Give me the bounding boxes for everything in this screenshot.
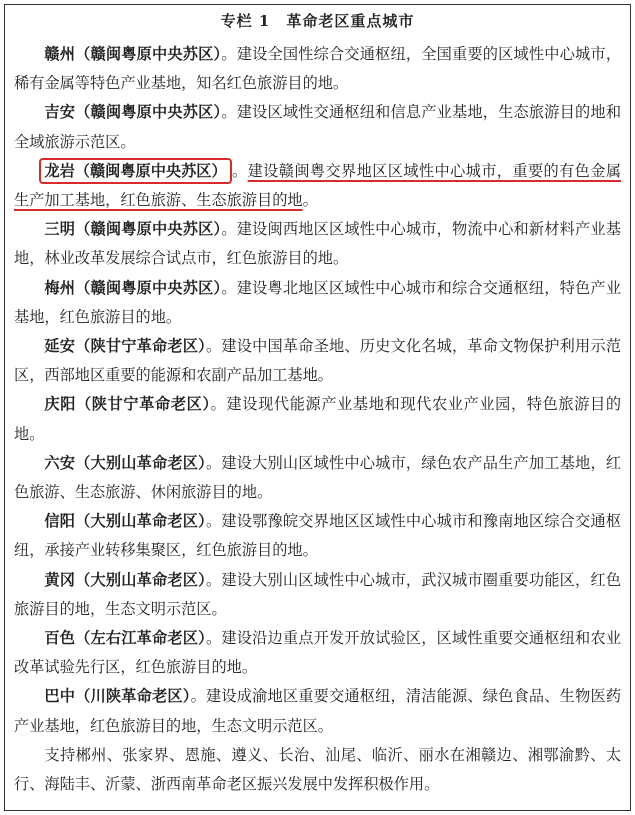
city-description: 。建设粤北地区区域性中心城市和综合交通枢纽，特色产业基地，红色旅游目的地。	[14, 278, 622, 326]
city-entry-xinyang	[14, 507, 621, 565]
highlighted-city-name: 龙岩（赣闽粤原中央苏区）	[39, 158, 231, 184]
city-entry-jian	[14, 98, 621, 156]
city-name: 赣州（赣闽粤原中央苏区）	[44, 45, 222, 63]
column-content	[14, 40, 621, 799]
city-name: 百色（左右江革命老区）	[44, 629, 206, 648]
city-entry-bazhong	[14, 682, 621, 740]
city-name: 延安（陕甘宁革命老区）	[44, 337, 206, 356]
city-name: 吉安（赣闽粤原中央苏区）	[44, 103, 222, 122]
city-name: 巴中（川陕革命老区）	[44, 687, 191, 706]
city-description: 。建设全国性综合交通枢纽，全国重要的区域性中心城市，稀有金属等特色产业基地，知名红色旅游目的地。	[14, 45, 622, 93]
city-name: 六安（大别山革命老区）	[44, 453, 206, 472]
city-entry-yanan	[14, 332, 621, 390]
city-name: 三明（赣闽粤原中央苏区）	[44, 220, 222, 239]
city-name: 黄冈（大别山革命老区）	[44, 570, 206, 589]
city-description: 。建设闽西地区区域性中心城市，物流中心和新材料产业基地，林业改革发展综合试点市，红色旅游目的地。	[14, 220, 622, 268]
city-description: 。建设现代能源产业基地和现代农业产业园，特色旅游目的地。	[14, 395, 622, 443]
city-name: 信阳（大别山革命老区）	[44, 512, 206, 531]
city-entry-luan	[14, 449, 621, 507]
city-entry-baise	[14, 624, 621, 682]
city-description: 。建设沿边重点开发开放试验区，区域性重要交通枢纽和农业改革试验先行区，红色旅游目的地。	[14, 629, 622, 677]
column-title: 专栏 1 革命老区重点城市	[220, 12, 415, 30]
city-description-punct: 。	[231, 161, 248, 180]
footer-paragraph: 支持郴州、张家界、恩施、遵义、长治、汕尾、临沂、丽水在湘赣边、湘鄂渝黔、太行、海陆丰、沂蒙、浙西南革命老区振兴发展中发挥积极作用。	[14, 745, 621, 794]
city-description: 。建设区域性交通枢纽和信息产业基地，生态旅游目的地和全域旅游示范区。	[14, 103, 622, 151]
city-entry-ganzhou	[14, 40, 621, 98]
city-name: 庆阳（陕甘宁革命老区）	[44, 395, 211, 414]
city-entry-qingyang	[14, 390, 621, 448]
city-entry-longyan	[14, 157, 621, 215]
city-entry-meizhou	[14, 274, 621, 332]
city-description: 。建设大别山区域性中心城市，绿色农产品生产加工基地，红色旅游、生态旅游、休闲旅游目的地。	[14, 453, 622, 502]
city-description: 。建设大别山区域性中心城市，武汉城市圈重要功能区，红色旅游目的地，生态文明示范区。	[14, 570, 622, 618]
city-description-end: 。	[302, 191, 318, 210]
city-description: 。建设成渝地区重要交通枢纽，清洁能源、绿色食品、生物医药产业基地，红色旅游目的地，生态文明示范区。	[14, 687, 622, 735]
city-description: 。建设中国革命圣地、历史文化名城，革命文物保护利用示范区，西部地区重要的能源和农副产品加工基地。	[14, 337, 622, 385]
underlined-description: 建设赣闽粤交界地区区域性中心城市，重要的有色金属生产加工基地，红色旅游、生态旅游目的地	[14, 161, 622, 210]
city-description: 。建设鄂豫皖交界地区区域性中心城市和豫南地区综合交通枢纽，承接产业转移集聚区，红色旅游目的地。	[14, 512, 622, 560]
city-entry-sanming	[14, 215, 621, 273]
city-name: 梅州（赣闽粤原中央苏区）	[44, 278, 222, 297]
city-entry-huanggang	[14, 566, 621, 624]
